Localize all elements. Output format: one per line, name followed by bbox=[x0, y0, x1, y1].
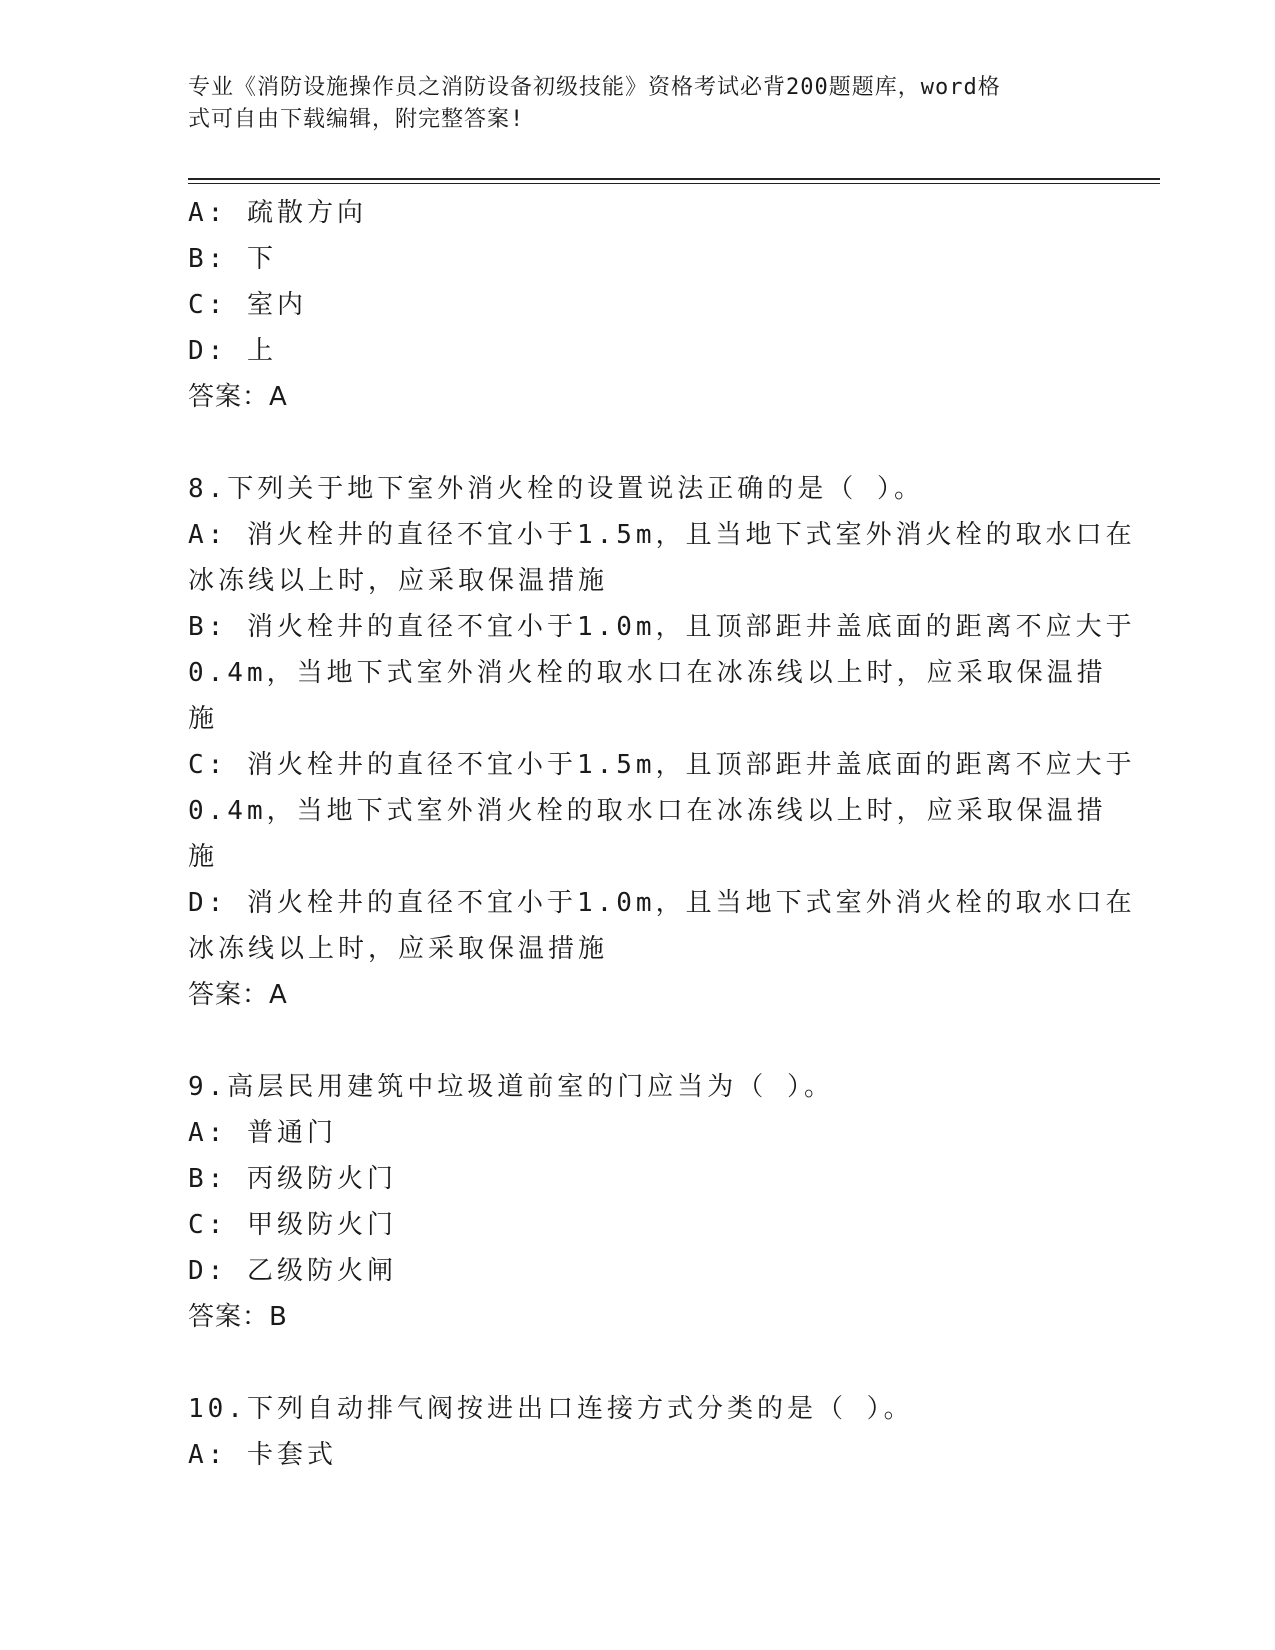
option-a: A: 疏散方向 bbox=[188, 198, 367, 228]
question-text: 10.下列自动排气阀按进出口连接方式分类的是（ ）。 bbox=[188, 1394, 914, 1424]
option-d-cont: 冰冻线以上时，应采取保温措施 bbox=[188, 934, 609, 964]
document-header bbox=[188, 72, 1068, 136]
option-d: D: 消火栓井的直径不宜小于1.0m，且当地下式室外消火栓的取水口在 bbox=[188, 888, 1136, 918]
header-rule-thick bbox=[188, 178, 1160, 180]
question-10 bbox=[188, 1386, 1088, 1478]
answer: 答案：B bbox=[188, 1302, 288, 1332]
header-line-1: 专业《消防设施操作员之消防设备初级技能》资格考试必背200题题库，word格 bbox=[188, 75, 1001, 100]
question-8 bbox=[188, 466, 1136, 1018]
option-c-cont: 0.4m，当地下式室外消火栓的取水口在冰冻线以上时，应采取保温措 bbox=[188, 796, 1107, 826]
option-c-cont-2: 施 bbox=[188, 842, 219, 872]
spacer bbox=[188, 1340, 1088, 1386]
question-7 bbox=[188, 190, 1088, 420]
question-9 bbox=[188, 1064, 1088, 1340]
question-list bbox=[188, 190, 1136, 1478]
answer: 答案：A bbox=[188, 382, 288, 412]
option-a: A: 消火栓井的直径不宜小于1.5m，且当地下式室外消火栓的取水口在 bbox=[188, 520, 1136, 550]
option-a-cont: 冰冻线以上时，应采取保温措施 bbox=[188, 566, 609, 596]
option-c: C: 甲级防火门 bbox=[188, 1210, 397, 1240]
option-c: C: 室内 bbox=[188, 290, 307, 320]
option-b: B: 下 bbox=[188, 244, 277, 274]
answer: 答案：A bbox=[188, 980, 288, 1010]
header-line-2: 式可自由下载编辑，附完整答案! bbox=[188, 107, 525, 132]
option-b-cont: 0.4m，当地下式室外消火栓的取水口在冰冻线以上时，应采取保温措 bbox=[188, 658, 1107, 688]
option-b: B: 丙级防火门 bbox=[188, 1164, 397, 1194]
spacer bbox=[188, 420, 1088, 466]
spacer bbox=[188, 1018, 1088, 1064]
option-c: C: 消火栓井的直径不宜小于1.5m，且顶部距井盖底面的距离不应大于 bbox=[188, 750, 1136, 780]
option-d: D: 上 bbox=[188, 336, 277, 366]
option-b-cont-2: 施 bbox=[188, 704, 219, 734]
option-d: D: 乙级防火闸 bbox=[188, 1256, 397, 1286]
question-text: 9.高层民用建筑中垃圾道前室的门应当为（ ）。 bbox=[188, 1072, 834, 1102]
option-b: B: 消火栓井的直径不宜小于1.0m，且顶部距井盖底面的距离不应大于 bbox=[188, 612, 1136, 642]
option-a: A: 普通门 bbox=[188, 1118, 337, 1148]
option-a: A: 卡套式 bbox=[188, 1440, 337, 1470]
question-text: 8.下列关于地下室外消火栓的设置说法正确的是（ ）。 bbox=[188, 474, 924, 504]
header-rule-thin bbox=[188, 183, 1160, 184]
